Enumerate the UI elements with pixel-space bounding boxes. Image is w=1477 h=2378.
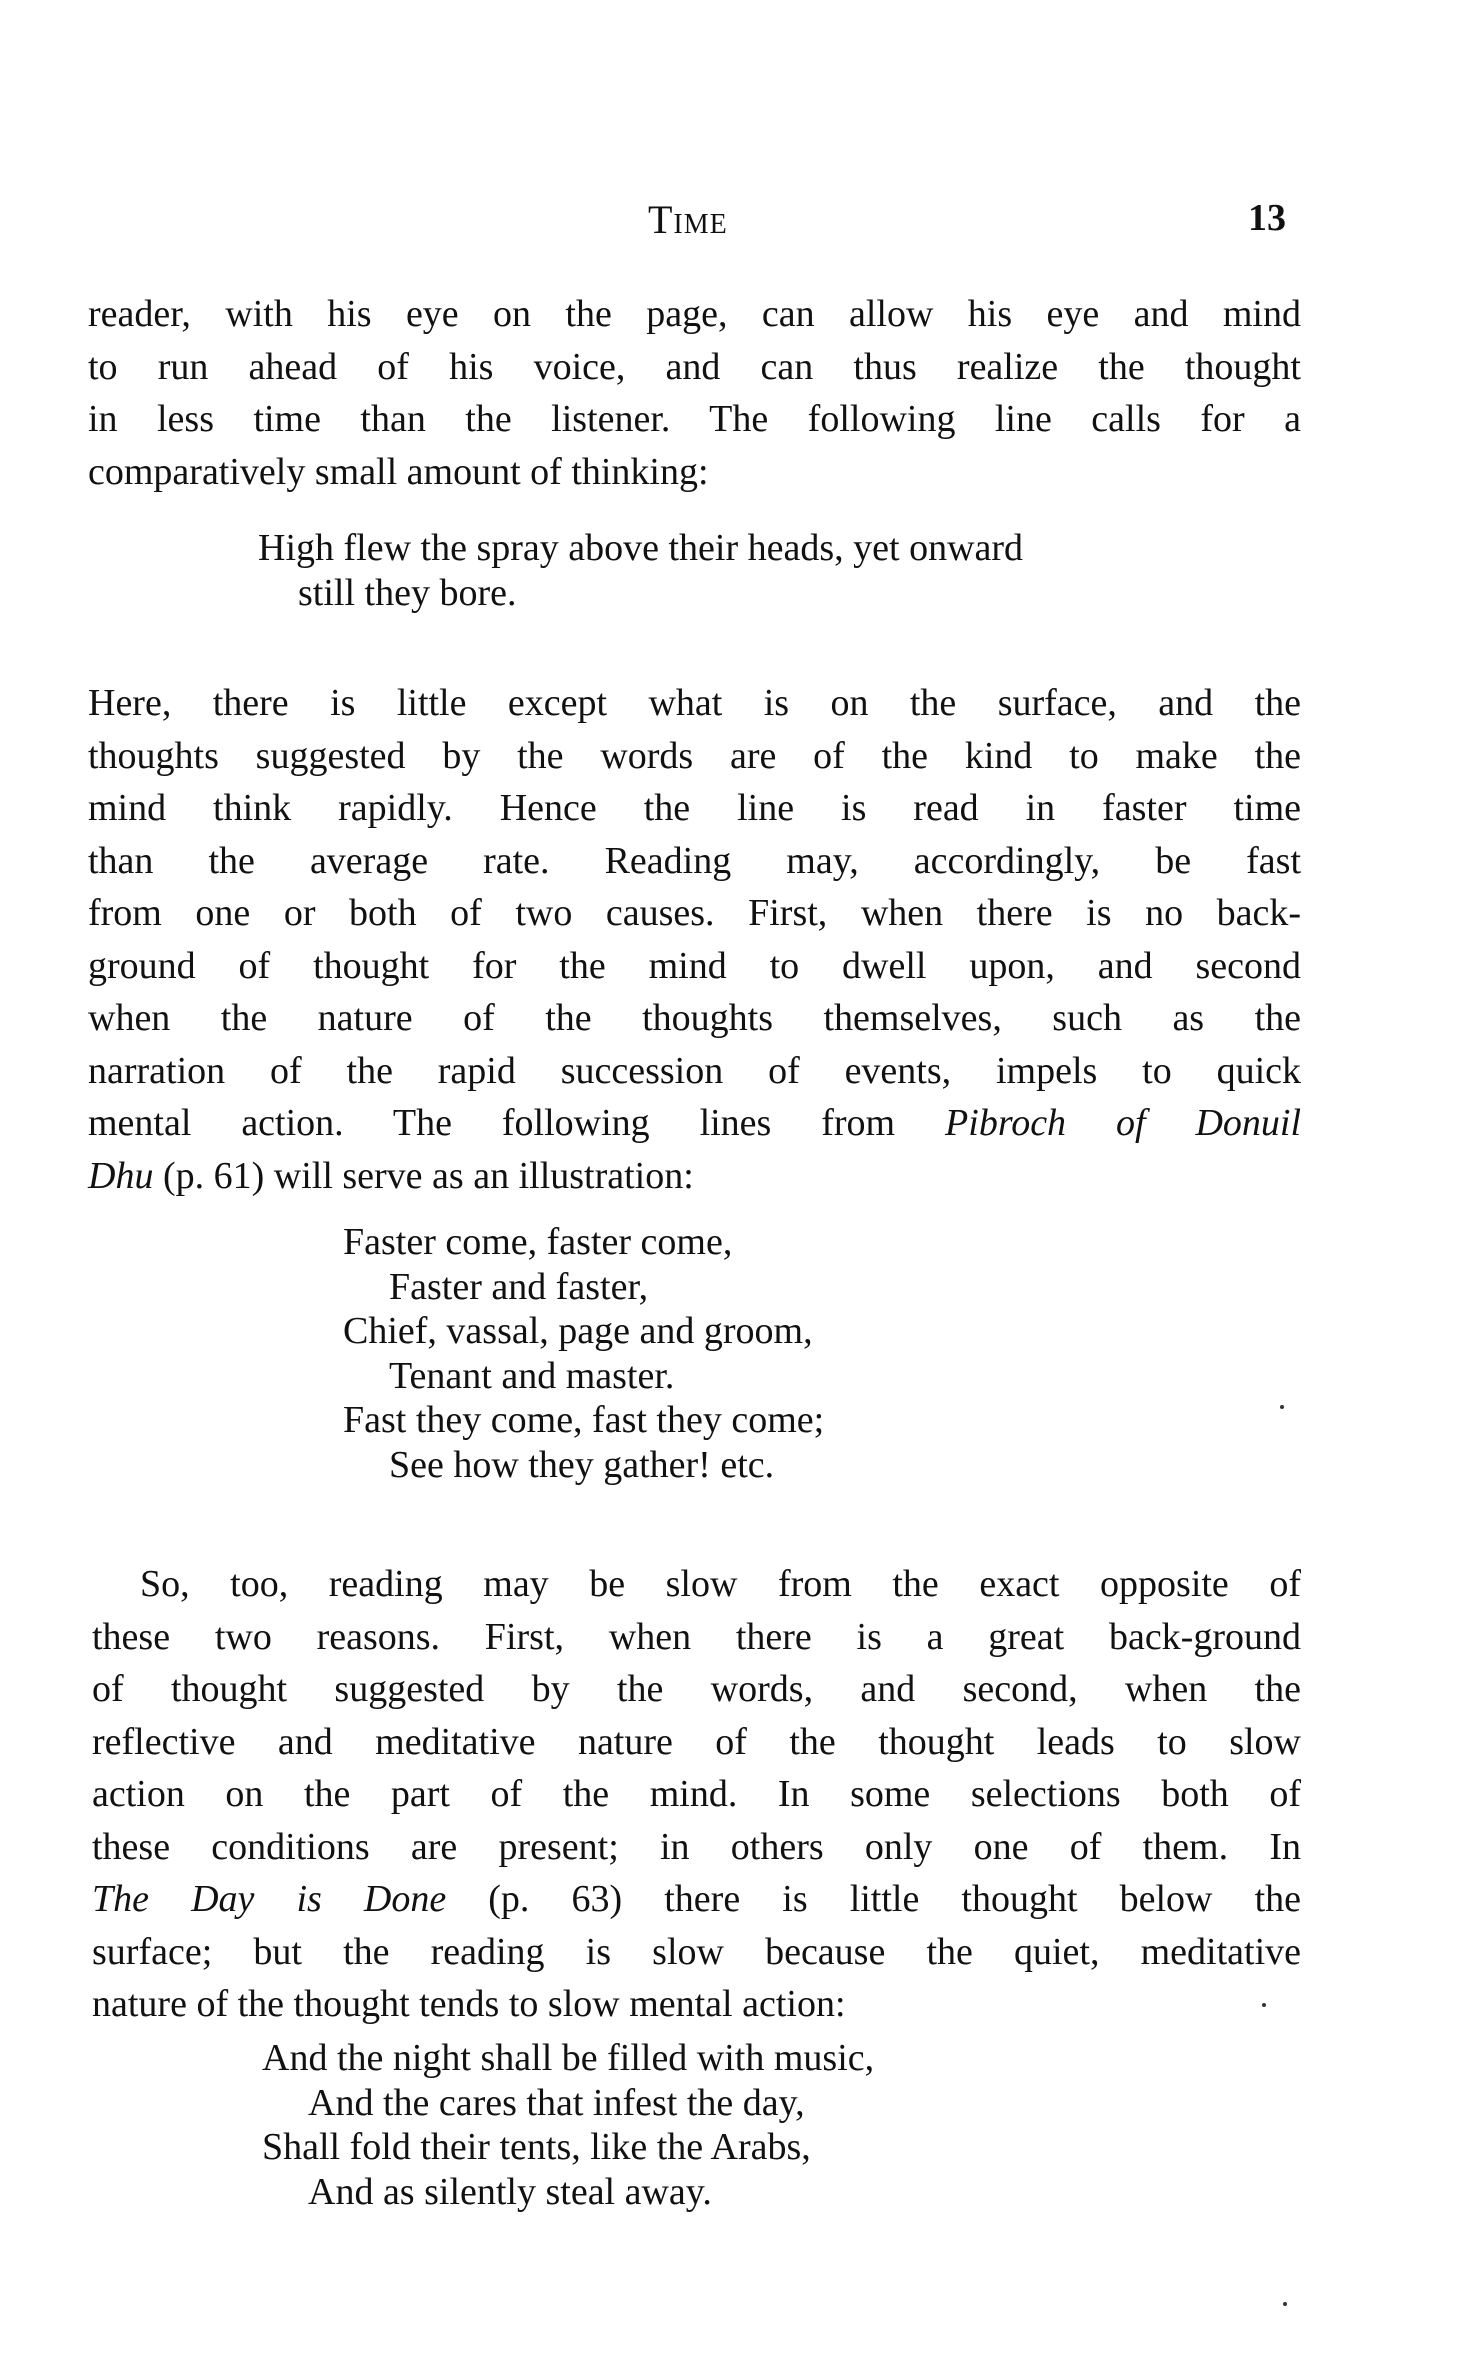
text-line: to run ahead of his voice, and can thus realize the thought [88, 345, 1301, 388]
text-line: The Day is Done (p. 63) there is little thought below the [92, 1878, 1301, 1920]
paragraph-3 [92, 1558, 1301, 2031]
text-line: mind think rapidly. Hence the line is read in faster time [88, 787, 1301, 829]
page-number: 13 [1248, 197, 1286, 239]
verse-line: Shall fold their tents, like the Arabs, [262, 2126, 811, 2168]
text-line: Dhu (p. 61) will serve as an illustration: [88, 1154, 694, 1197]
verse-1 [258, 526, 1023, 615]
text-line: these two reasons. First, when there is a great back-ground [92, 1615, 1301, 1658]
title-day-is-done: The Day is Done [92, 1878, 447, 1920]
text-line: nature of the thought tends to slow mental action: [92, 1983, 846, 2025]
text-line: action on the part of the mind. In some selections both of [92, 1773, 1301, 1815]
text-line: from one or both of two causes. First, when there is no back- [88, 892, 1301, 934]
text-line: reflective and meditative nature of the thought leads to slow [92, 1720, 1301, 1763]
text-line: ground of thought for the mind to dwell upon, and second [88, 944, 1301, 987]
page-header [0, 196, 1477, 246]
verse-line: And the cares that infest the day, [308, 2081, 805, 2124]
verse-line: Fast they come, fast they come; [343, 1399, 825, 1441]
title-dhu: Dhu [88, 1154, 154, 1197]
running-title: Time [648, 197, 728, 242]
text-line: comparatively small amount of thinking: [88, 450, 709, 493]
text-line: when the nature of the thoughts themselves, such as the [88, 997, 1301, 1039]
text-line: these conditions are present; in others only one of them. In [92, 1825, 1301, 1868]
text-line: surface; but the reading is slow because the quiet, meditative [92, 1930, 1301, 1973]
print-speck [1280, 1405, 1284, 1409]
paragraph-1 [88, 288, 1301, 498]
verse-3 [262, 2036, 874, 2214]
verse-line: And the night shall be filled with music, [262, 2037, 875, 2079]
text-line: Here, there is little except what is on the surface, and the [88, 682, 1301, 724]
print-speck [1283, 2302, 1287, 2306]
verse-line: And as silently steal away. [308, 2170, 712, 2213]
title-pibroch: Pibroch of Donuil [945, 1102, 1301, 1144]
text-line: mental action. The following lines from Pibroch of Donuil [88, 1102, 1301, 1144]
text-line: thoughts suggested by the words are of the kind to make the [88, 734, 1301, 777]
text-line: So, too, reading may be slow from the exact opposite of [140, 1563, 1301, 1605]
text-line: in less time than the listener. The following line calls for a [88, 398, 1301, 440]
verse-2 [343, 1220, 824, 1487]
verse-line: still they bore. [298, 571, 517, 614]
verse-line: Chief, vassal, page and groom, [343, 1310, 813, 1352]
print-speck [1262, 2003, 1266, 2007]
text-line: narration of the rapid succession of events, impels to quick [88, 1049, 1301, 1092]
verse-line: Faster and faster, [389, 1265, 649, 1308]
verse-line: High flew the spray above their heads, yet onward [258, 527, 1024, 569]
text-line: of thought suggested by the words, and second, when the [92, 1668, 1301, 1710]
text-line: reader, with his eye on the page, can allow his eye and mind [88, 293, 1301, 335]
verse-line: Tenant and master. [389, 1354, 675, 1397]
verse-line: Faster come, faster come, [343, 1221, 733, 1263]
verse-line: See how they gather! etc. [389, 1443, 775, 1486]
text-line: than the average rate. Reading may, accordingly, be fast [88, 839, 1301, 882]
paragraph-2 [88, 677, 1301, 1202]
